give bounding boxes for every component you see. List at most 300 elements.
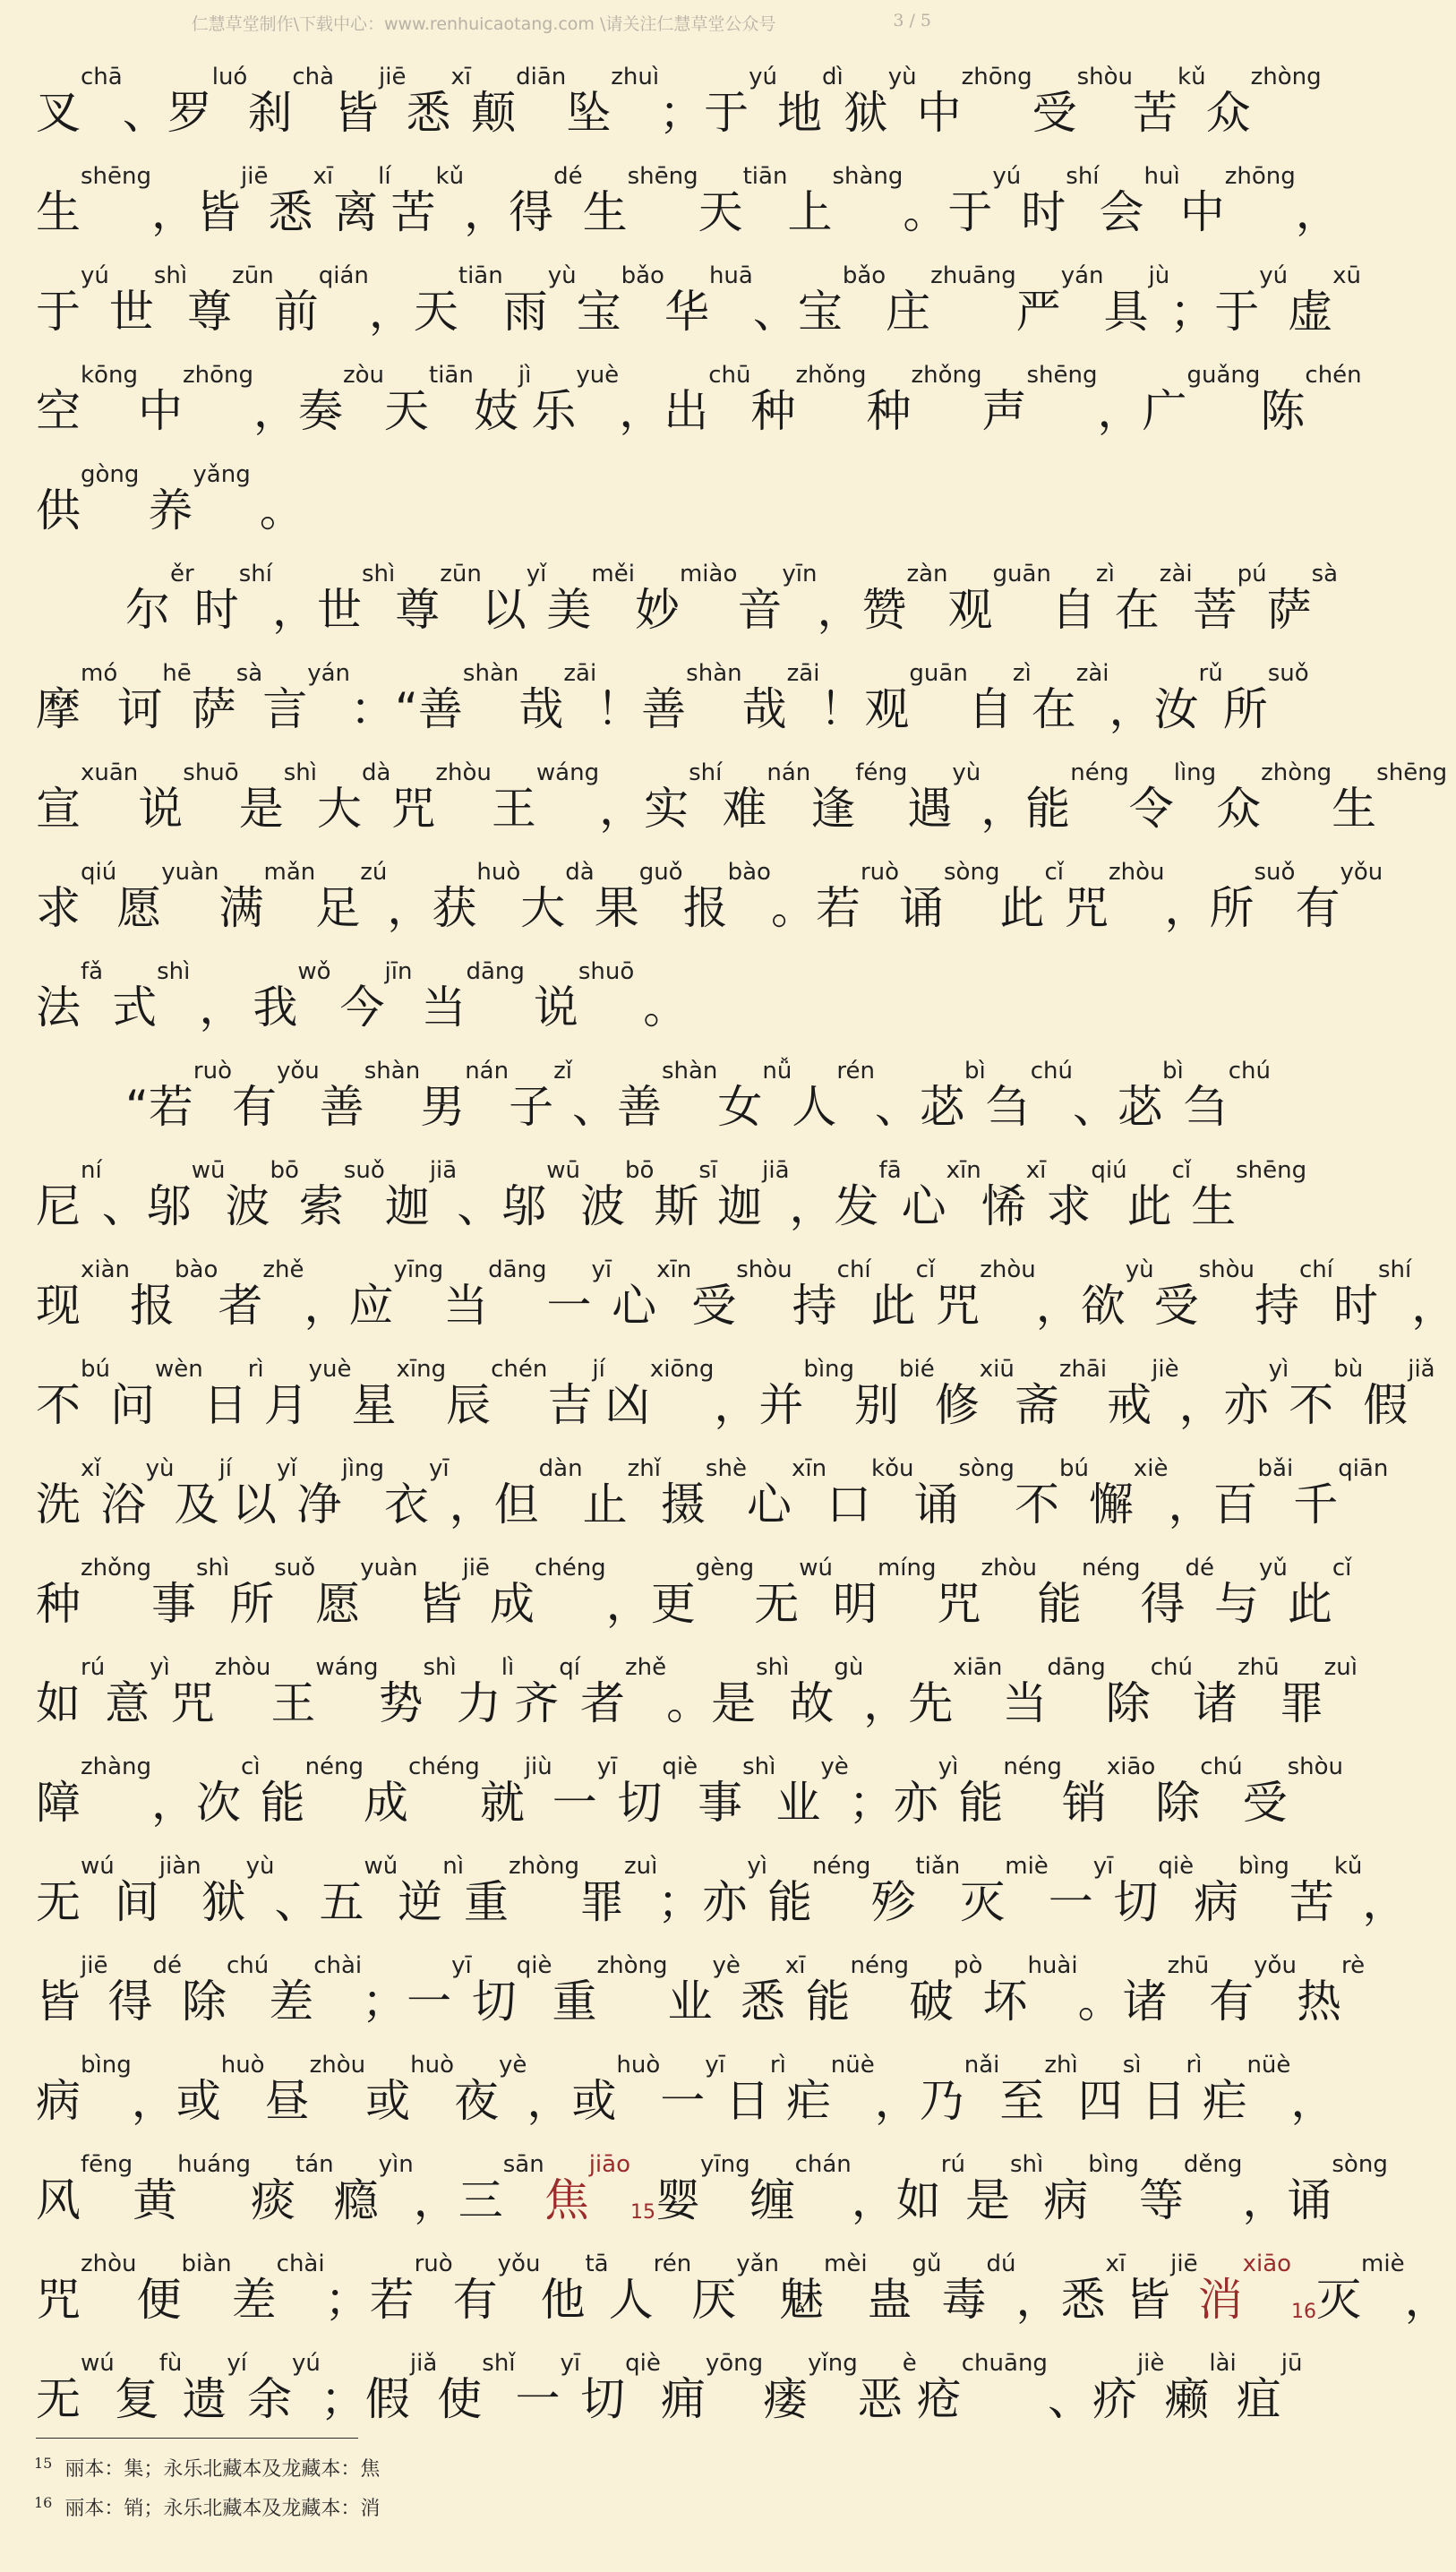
hanzi: 止 bbox=[582, 1479, 628, 1530]
char-with-pinyin bbox=[1014, 1356, 1108, 1431]
char-with-pinyin bbox=[848, 1777, 894, 1829]
hanzi: 天 bbox=[413, 286, 458, 338]
hanzi: 悕 bbox=[981, 1180, 1026, 1232]
hanzi: 受 bbox=[1032, 87, 1077, 139]
hanzi: 诵 bbox=[899, 882, 945, 934]
hanzi: 观 bbox=[864, 683, 910, 735]
hanzi: 假 bbox=[364, 2373, 410, 2425]
hanzi: 令 bbox=[1128, 783, 1174, 835]
char-with-pinyin bbox=[1128, 759, 1217, 835]
pinyin: féng bbox=[855, 759, 908, 786]
hanzi: 疟 bbox=[1202, 2075, 1247, 2127]
pinyin: shì bbox=[196, 1555, 230, 1582]
pinyin: néng bbox=[850, 1952, 910, 1979]
pinyin: xīn bbox=[656, 1256, 692, 1283]
hanzi: 在 bbox=[1114, 584, 1160, 636]
char-with-pinyin bbox=[908, 1654, 1003, 1729]
hanzi: 瘾 bbox=[333, 2174, 379, 2226]
hanzi: 当 bbox=[443, 1280, 489, 1332]
pinyin: jù bbox=[1148, 262, 1170, 289]
char-with-pinyin bbox=[893, 1753, 959, 1829]
hanzi: 无 bbox=[36, 1876, 81, 1928]
hanzi: ， bbox=[1404, 2274, 1450, 2326]
text-line bbox=[36, 1129, 1307, 1232]
hanzi: 口 bbox=[826, 1479, 872, 1530]
pinyin: wǔ bbox=[364, 1853, 398, 1880]
char-with-pinyin bbox=[1289, 1356, 1364, 1431]
char-with-pinyin bbox=[1255, 1256, 1333, 1332]
char-with-pinyin bbox=[619, 385, 664, 437]
char-with-pinyin bbox=[936, 1555, 1037, 1630]
pinyin: bú bbox=[81, 1356, 110, 1383]
pinyin: gù bbox=[834, 1654, 864, 1681]
char-with-pinyin bbox=[864, 660, 968, 735]
char-with-pinyin bbox=[481, 561, 547, 636]
hanzi: 求 bbox=[1046, 1180, 1092, 1232]
pinyin: yī bbox=[705, 2052, 725, 2079]
char-with-pinyin bbox=[36, 362, 138, 437]
hanzi: 一 bbox=[552, 1777, 597, 1829]
pinyin: xiāo bbox=[1242, 2250, 1292, 2277]
char-with-pinyin bbox=[566, 64, 660, 139]
char-with-pinyin bbox=[378, 1654, 457, 1729]
char-with-pinyin bbox=[452, 2250, 541, 2326]
char-with-pinyin bbox=[471, 1952, 552, 2028]
char-with-pinyin bbox=[1209, 1952, 1297, 2028]
pinyin: zhòu bbox=[309, 2052, 366, 2079]
char-with-pinyin bbox=[515, 2350, 581, 2425]
hanzi: 与 bbox=[1213, 1578, 1259, 1630]
char-with-pinyin bbox=[446, 1356, 548, 1431]
pinyin: jiā bbox=[429, 1157, 458, 1184]
hanzi: 能 bbox=[1037, 1578, 1082, 1630]
char-with-pinyin bbox=[832, 1555, 937, 1630]
pinyin: cǐ bbox=[1332, 1555, 1352, 1582]
hanzi: 四 bbox=[1077, 2075, 1123, 2127]
hanzi: 言 bbox=[262, 683, 308, 735]
hanzi: 、 bbox=[1047, 2373, 1092, 2425]
pinyin: dú bbox=[986, 2250, 1016, 2277]
char-with-pinyin bbox=[493, 1455, 583, 1530]
pinyin: zhòu bbox=[435, 759, 492, 786]
pinyin: zhì bbox=[1044, 2052, 1078, 2079]
char-with-pinyin bbox=[763, 2350, 858, 2425]
pinyin: jì bbox=[518, 362, 532, 389]
hanzi: 复 bbox=[114, 2373, 159, 2425]
pinyin: shì bbox=[423, 1654, 457, 1681]
char-with-pinyin bbox=[874, 1081, 920, 1133]
pinyin: nán bbox=[767, 759, 811, 786]
pinyin: zhě bbox=[262, 1256, 304, 1283]
char-with-pinyin bbox=[857, 2350, 917, 2425]
pinyin: yán bbox=[1060, 262, 1104, 289]
hanzi: ； bbox=[362, 1976, 407, 2028]
char-with-pinyin bbox=[384, 1157, 458, 1232]
char-with-pinyin bbox=[571, 2052, 661, 2127]
header-text[interactable]: 仁慧草堂制作\下载中心：www.renhuicaotang.com \请关注仁慧草堂公众号 bbox=[191, 14, 776, 34]
char-with-pinyin bbox=[527, 2075, 572, 2127]
pinyin: dé bbox=[553, 163, 583, 190]
pinyin: zhòu bbox=[980, 1256, 1036, 1283]
hanzi: 、 bbox=[1072, 1081, 1118, 1133]
char-with-pinyin bbox=[225, 1157, 299, 1232]
pinyin: wū bbox=[191, 1157, 226, 1184]
char-with-pinyin bbox=[580, 2350, 661, 2425]
hanzi: 先 bbox=[908, 1677, 954, 1729]
hanzi: ， bbox=[1035, 1280, 1081, 1332]
pinyin: kǒu bbox=[871, 1455, 914, 1482]
hanzi: 若 bbox=[815, 882, 861, 934]
text-line bbox=[36, 632, 1309, 735]
hanzi: 报 bbox=[682, 882, 728, 934]
hanzi: 千 bbox=[1293, 1479, 1339, 1530]
pinyin: yīn bbox=[782, 561, 818, 587]
pinyin: mǎn bbox=[263, 859, 316, 886]
pinyin: xī bbox=[1025, 1157, 1047, 1184]
char-with-pinyin bbox=[1048, 1853, 1114, 1928]
pinyin: nǎi bbox=[964, 2052, 1000, 2079]
hanzi: 地 bbox=[776, 87, 822, 139]
char-with-pinyin bbox=[1316, 2250, 1405, 2326]
hanzi: 、 bbox=[122, 87, 167, 139]
hanzi: 王 bbox=[491, 783, 536, 835]
pinyin: chéng bbox=[534, 1555, 606, 1582]
hanzi: 遗 bbox=[182, 2373, 227, 2425]
hanzi: 差 bbox=[269, 1976, 314, 2028]
hanzi: 疟 bbox=[785, 2075, 831, 2127]
hanzi: 庄 bbox=[886, 286, 931, 338]
pinyin: shí bbox=[1378, 1256, 1412, 1283]
char-with-pinyin bbox=[863, 1677, 909, 1729]
hanzi: 得 bbox=[509, 186, 554, 238]
pinyin: sòng bbox=[1332, 2151, 1388, 2178]
hanzi: 魅 bbox=[779, 2274, 824, 2326]
hanzi: 假 bbox=[1363, 1379, 1409, 1431]
pinyin: kǔ bbox=[435, 163, 465, 190]
hanzi: 婴 bbox=[655, 2174, 700, 2226]
pinyin: shàn bbox=[686, 660, 742, 687]
hanzi: 心 bbox=[746, 1479, 792, 1530]
hanzi: 差 bbox=[231, 2274, 277, 2326]
hanzi: 诸 bbox=[1122, 1976, 1168, 2028]
char-with-pinyin bbox=[253, 385, 298, 437]
pinyin: xī bbox=[450, 64, 472, 90]
char-with-pinyin bbox=[704, 64, 777, 139]
char-with-pinyin bbox=[274, 1876, 320, 1928]
char-with-pinyin bbox=[544, 2151, 630, 2226]
pinyin: pú bbox=[1237, 561, 1267, 587]
char-with-pinyin bbox=[1015, 2274, 1061, 2326]
hanzi: 于 bbox=[947, 186, 993, 238]
char-with-pinyin bbox=[251, 2151, 334, 2226]
hanzi: 悉 bbox=[268, 186, 313, 238]
pinyin: yú bbox=[992, 163, 1022, 190]
char-with-pinyin bbox=[947, 163, 1022, 238]
pinyin: zūn bbox=[232, 262, 274, 289]
hanzi: 缠 bbox=[749, 2174, 795, 2226]
pinyin: zì bbox=[1095, 561, 1115, 587]
pinyin: qiè bbox=[516, 1952, 552, 1979]
char-with-pinyin bbox=[263, 1356, 352, 1431]
pinyin: chū bbox=[708, 362, 751, 389]
char-with-pinyin bbox=[105, 1654, 170, 1729]
pinyin: tiān bbox=[458, 262, 503, 289]
pinyin: chú bbox=[1030, 1058, 1073, 1085]
hanzi: 者 bbox=[579, 1677, 625, 1729]
hanzi: 切 bbox=[617, 1777, 663, 1829]
pinyin: xī bbox=[1105, 2250, 1126, 2277]
pinyin: yī bbox=[451, 1952, 472, 1979]
pinyin: néng bbox=[304, 1753, 364, 1780]
pinyin: xiāo bbox=[1106, 1753, 1156, 1780]
char-with-pinyin bbox=[151, 186, 197, 238]
hanzi: 中 bbox=[137, 385, 183, 437]
char-with-pinyin bbox=[805, 1952, 910, 2028]
hanzi: 。 bbox=[903, 186, 948, 238]
hanzi: ， bbox=[253, 385, 298, 437]
hanzi: 业 bbox=[667, 1976, 713, 2028]
char-with-pinyin bbox=[1126, 2250, 1198, 2326]
hanzi: 邬 bbox=[501, 1180, 547, 1232]
pinyin: zhū bbox=[1167, 1952, 1210, 1979]
hanzi: 齐 bbox=[514, 1677, 560, 1729]
pinyin: chú bbox=[226, 1952, 270, 1979]
hanzi: 说 bbox=[138, 783, 184, 835]
hanzi: 时 bbox=[1333, 1280, 1378, 1332]
hanzi: 便 bbox=[136, 2274, 182, 2326]
char-with-pinyin bbox=[667, 1952, 741, 2028]
pinyin: bié bbox=[899, 1356, 935, 1383]
hanzi: ， bbox=[1295, 186, 1340, 238]
hanzi: ， bbox=[1290, 2075, 1336, 2127]
hanzi: 所 bbox=[229, 1578, 275, 1630]
char-with-pinyin bbox=[81, 586, 125, 632]
pinyin: néng bbox=[811, 1853, 871, 1880]
char-with-pinyin bbox=[789, 1180, 835, 1232]
char-with-pinyin bbox=[384, 1455, 450, 1530]
footnote-text: 丽本：集；永乐北藏本及龙藏本：焦 bbox=[64, 2458, 381, 2481]
char-with-pinyin bbox=[112, 958, 191, 1033]
pinyin: dàn bbox=[538, 1455, 583, 1482]
char-with-pinyin bbox=[1114, 561, 1193, 636]
hanzi: 持 bbox=[792, 1280, 837, 1332]
hanzi: 戒 bbox=[1107, 1379, 1152, 1431]
char-with-pinyin bbox=[1133, 64, 1206, 139]
hanzi: 余 bbox=[247, 2373, 293, 2425]
hanzi: 天 bbox=[698, 186, 743, 238]
hanzi: 满 bbox=[218, 882, 264, 934]
hanzi: 男 bbox=[420, 1081, 466, 1133]
hanzi: ； bbox=[657, 1876, 703, 1928]
hanzi: 此 bbox=[1126, 1180, 1172, 1232]
char-with-pinyin bbox=[1212, 1455, 1294, 1530]
hanzi: 风 bbox=[36, 2174, 81, 2226]
pinyin: guān bbox=[909, 660, 968, 687]
hanzi: 离 bbox=[333, 186, 379, 238]
char-with-pinyin bbox=[1296, 1952, 1366, 2028]
hanzi: 实 bbox=[644, 783, 689, 835]
char-with-pinyin bbox=[125, 561, 194, 636]
hanzi: 厌 bbox=[691, 2274, 737, 2326]
pinyin: yù bbox=[1125, 1256, 1154, 1283]
pinyin: wèn bbox=[154, 1356, 203, 1383]
char-with-pinyin bbox=[421, 958, 525, 1033]
char-with-pinyin bbox=[999, 859, 1064, 934]
footnote-ref[interactable]: 15 bbox=[630, 2201, 655, 2224]
char-with-pinyin bbox=[1025, 759, 1129, 835]
char-with-pinyin bbox=[546, 561, 635, 636]
char-with-pinyin bbox=[1063, 859, 1165, 934]
hanzi: 赞 bbox=[861, 584, 907, 636]
pinyin: shòu bbox=[1076, 64, 1134, 90]
hanzi: 诃 bbox=[117, 683, 163, 735]
char-with-pinyin bbox=[533, 958, 635, 1033]
footnote-16 bbox=[34, 2493, 380, 2521]
pinyin: cì bbox=[241, 1753, 261, 1780]
hanzi: 三 bbox=[458, 2174, 503, 2226]
pinyin: xī bbox=[784, 1952, 806, 1979]
hanzi: 足 bbox=[315, 882, 361, 934]
pinyin: pò bbox=[954, 1952, 983, 1979]
hanzi: 疽 bbox=[1236, 2373, 1281, 2425]
hanzi: 是 bbox=[711, 1677, 757, 1729]
char-with-pinyin bbox=[298, 1157, 385, 1232]
hanzi: 人 bbox=[608, 2274, 654, 2326]
hanzi: 善 bbox=[641, 683, 687, 735]
char-with-pinyin bbox=[324, 2274, 370, 2326]
char-with-pinyin bbox=[899, 859, 1000, 934]
hanzi: 此 bbox=[870, 1280, 916, 1332]
text-line bbox=[36, 1229, 1456, 1332]
pinyin: yì bbox=[150, 1654, 170, 1681]
pinyin: jiē bbox=[1170, 2250, 1198, 2277]
hanzi: 坠 bbox=[566, 87, 612, 139]
pinyin: zhòng bbox=[1261, 759, 1332, 786]
char-with-pinyin bbox=[1209, 859, 1296, 934]
hanzi: 无 bbox=[754, 1578, 800, 1630]
hanzi: 时 bbox=[193, 584, 239, 636]
char-with-pinyin bbox=[660, 1455, 747, 1530]
char-with-pinyin bbox=[365, 2052, 454, 2127]
pinyin: zhuì bbox=[611, 64, 660, 90]
pinyin: bǎo bbox=[621, 262, 664, 289]
pinyin: zhǒng bbox=[81, 1555, 152, 1582]
char-with-pinyin bbox=[870, 1256, 936, 1332]
pinyin: dāng bbox=[1047, 1654, 1106, 1681]
hanzi: 一 bbox=[515, 2373, 561, 2425]
pinyin: yī bbox=[1092, 1853, 1114, 1880]
pinyin: suǒ bbox=[274, 1555, 316, 1582]
char-with-pinyin bbox=[268, 163, 334, 238]
char-with-pinyin bbox=[981, 783, 1026, 835]
footnote-15 bbox=[34, 2454, 380, 2482]
pinyin: shēng bbox=[81, 163, 152, 190]
char-with-pinyin bbox=[1077, 2052, 1142, 2127]
pinyin: bō bbox=[270, 1157, 299, 1184]
char-with-pinyin bbox=[36, 586, 81, 632]
pinyin: yù bbox=[145, 1455, 175, 1482]
char-with-pinyin bbox=[502, 262, 577, 338]
hanzi: 能 bbox=[767, 1876, 812, 1928]
hanzi: ， bbox=[1411, 1280, 1456, 1332]
hanzi: 广 bbox=[1142, 385, 1187, 437]
text-line bbox=[36, 1527, 1352, 1630]
hanzi: 能 bbox=[958, 1777, 1004, 1829]
pinyin: shòu bbox=[736, 1256, 792, 1283]
hanzi: 难 bbox=[722, 783, 767, 835]
pinyin: bìng bbox=[1238, 1853, 1289, 1880]
char-with-pinyin bbox=[1192, 561, 1267, 636]
char-with-pinyin bbox=[1077, 1976, 1123, 2028]
hanzi: 坏 bbox=[982, 1976, 1028, 2028]
hanzi: 痰 bbox=[251, 2174, 296, 2226]
char-with-pinyin bbox=[1032, 64, 1134, 139]
hanzi: 切 bbox=[1113, 1876, 1159, 1928]
pinyin: zuì bbox=[1323, 1654, 1358, 1681]
char-with-pinyin bbox=[36, 461, 140, 536]
char-with-pinyin bbox=[1293, 1455, 1389, 1530]
char-with-pinyin bbox=[770, 882, 816, 934]
hanzi: 狱 bbox=[201, 1876, 246, 1928]
pinyin: yōng bbox=[705, 2350, 764, 2377]
char-with-pinyin bbox=[1193, 1654, 1280, 1729]
char-with-pinyin bbox=[616, 1058, 718, 1133]
char-with-pinyin bbox=[608, 2250, 692, 2326]
char-with-pinyin bbox=[1169, 286, 1215, 338]
hanzi: 销 bbox=[1061, 1777, 1107, 1829]
char-with-pinyin bbox=[576, 262, 664, 338]
hanzi: 障 bbox=[36, 1777, 81, 1829]
hanzi: 意 bbox=[105, 1677, 150, 1729]
pinyin: kǔ bbox=[1333, 1853, 1363, 1880]
hanzi: 观 bbox=[947, 584, 993, 636]
char-with-pinyin bbox=[1411, 1280, 1456, 1332]
pinyin: shí bbox=[689, 759, 723, 786]
char-with-pinyin bbox=[1168, 1479, 1213, 1530]
hanzi: 亦 bbox=[702, 1876, 748, 1928]
pinyin: huò bbox=[616, 2052, 661, 2079]
char-with-pinyin bbox=[810, 759, 908, 835]
hanzi: 亦 bbox=[1223, 1379, 1269, 1431]
footnote-ref[interactable]: 16 bbox=[1291, 2301, 1317, 2323]
pinyin: fǎ bbox=[81, 958, 104, 985]
hanzi: 心 bbox=[901, 1180, 946, 1232]
hanzi: 迦 bbox=[384, 1180, 430, 1232]
char-with-pinyin bbox=[501, 1157, 580, 1232]
hanzi: 日 bbox=[1141, 2075, 1186, 2127]
pinyin: qí bbox=[559, 1654, 580, 1681]
char-with-pinyin bbox=[903, 186, 948, 238]
hanzi: 。 bbox=[770, 882, 816, 934]
hanzi: 事 bbox=[698, 1777, 743, 1829]
hanzi: 他 bbox=[540, 2274, 586, 2326]
pinyin: shòu bbox=[1287, 1753, 1343, 1780]
pinyin: qiè bbox=[662, 1753, 698, 1780]
pinyin: shì bbox=[361, 561, 396, 587]
hanzi: 重 bbox=[552, 1976, 597, 2028]
hanzi: 病 bbox=[1043, 2174, 1089, 2226]
pinyin: sān bbox=[502, 2151, 544, 2178]
hanzi: 我 bbox=[253, 982, 298, 1033]
char-with-pinyin bbox=[151, 1777, 197, 1829]
hanzi: 自 bbox=[1050, 584, 1096, 636]
pinyin: cǐ bbox=[1171, 1157, 1192, 1184]
hanzi: 虚 bbox=[1288, 286, 1333, 338]
char-with-pinyin bbox=[1404, 2274, 1450, 2326]
pinyin: zhōng bbox=[182, 362, 253, 389]
pinyin: miè bbox=[1361, 2250, 1405, 2277]
pinyin: rén bbox=[836, 1058, 875, 1085]
